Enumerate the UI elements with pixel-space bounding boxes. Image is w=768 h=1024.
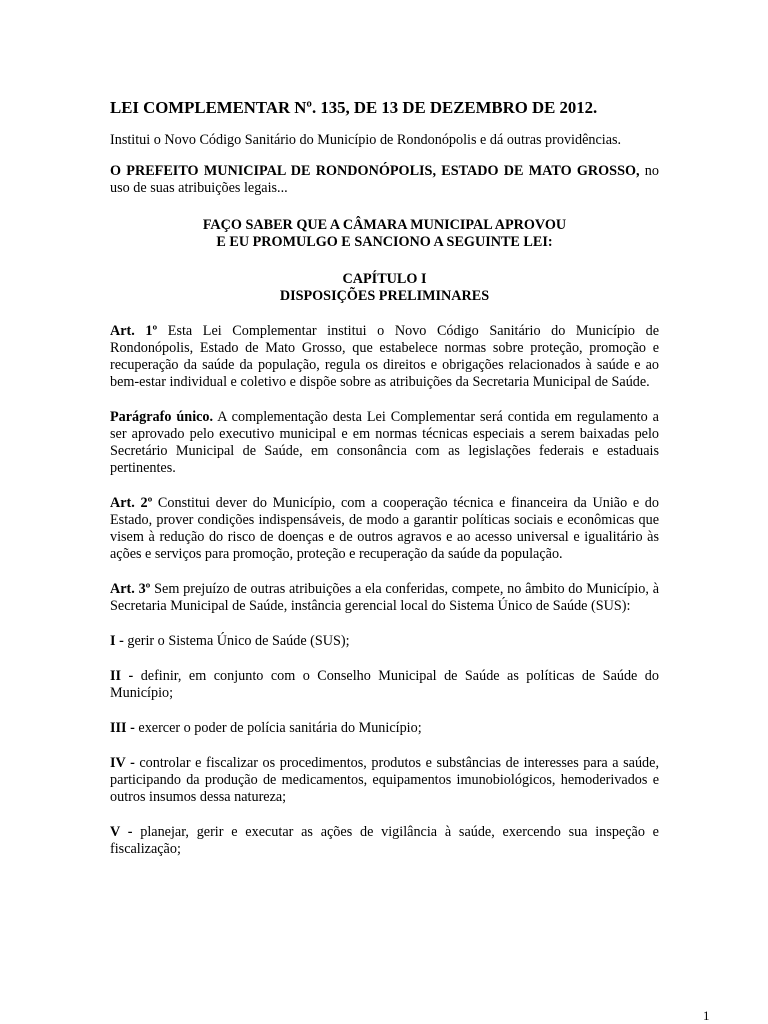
article-3-text: Sem prejuízo de outras atribuições a ela conferidas, compete, no âmbito do Município, à Secretaria Municipal de Saúde, instância gerencial local do Sistema Único de Saúde (SUS):	[110, 581, 659, 614]
paragrafo-text: A complementação desta Lei Complementar será contida em regulamento a ser aprovado pelo executivo municipal e em normas técnicas especiais a serem baixadas pelo Secretário Municipal de Saúde, em consonância com as legislações federais e estaduais pertinentes.	[110, 409, 659, 476]
item-text: controlar e fiscalizar os procedimentos, produtos e substâncias de interesses para a saúde, participando da produção de medicamentos, equipamentos imunobiológicos, hemoderivados e outros insumos dessa natureza;	[110, 755, 659, 805]
article-3	[110, 581, 659, 615]
proclamation-line-1: FAÇO SABER QUE A CÂMARA MUNICIPAL APROVOU	[202, 217, 567, 233]
paragrafo-unico	[110, 409, 659, 477]
item-text: exercer o poder de polícia sanitária do Município;	[134, 720, 422, 736]
chapter-number: CAPÍTULO I	[342, 271, 427, 287]
item-i	[110, 633, 659, 650]
article-2-label: Art. 2º	[110, 495, 153, 511]
proclamation	[110, 217, 659, 251]
preamble	[110, 163, 659, 197]
article-2-text: Constitui dever do Município, com a cooperação técnica e financeira da União e do Estado, prover condições indispensáveis, de modo a garantir políticas sociais e econômicas que visem à redução do risco de doenças e de outros agravos e ao acesso universal e igualitário às ações e serviços para promoção, proteção e recuperação da saúde da população.	[110, 495, 659, 562]
proclamation-line-2: E EU PROMULGO E SANCIONO A SEGUINTE LEI:	[216, 234, 553, 250]
preamble-bold: O PREFEITO MUNICIPAL DE RONDONÓPOLIS, ESTADO DE MATO GROSSO,	[110, 163, 640, 179]
document-page	[110, 98, 659, 858]
article-3-label: Art. 3º	[110, 581, 151, 597]
item-label: II -	[110, 668, 134, 684]
article-2	[110, 495, 659, 563]
item-iv	[110, 755, 659, 806]
article-1-text: Esta Lei Complementar institui o Novo Código Sanitário do Município de Rondonópolis, Estado de Mato Grosso, que estabelece normas sobre proteção, promoção e recuperação da saúde da população, regula os direitos e obrigações relacionados à saúde e ao bem-estar individual e coletivo e dispõe sobre as atribuições da Secretaria Municipal de Saúde.	[110, 323, 659, 390]
item-label: III -	[110, 720, 135, 736]
item-iii	[110, 720, 659, 737]
item-v	[110, 824, 659, 858]
page-number: 1	[703, 1008, 710, 1023]
item-text: planejar, gerir e executar as ações de vigilância à saúde, exercendo sua inspeção e fiscalização;	[110, 824, 659, 857]
chapter-heading	[110, 271, 659, 305]
item-text: definir, em conjunto com o Conselho Municipal de Saúde as políticas de Saúde do Município;	[110, 668, 659, 701]
law-title: LEI COMPLEMENTAR Nº. 135, DE 13 DE DEZEMBRO DE 2012.	[110, 98, 598, 117]
ementa: Institui o Novo Código Sanitário do Município de Rondonópolis e dá outras providências.	[110, 132, 622, 148]
chapter-name: DISPOSIÇÕES PRELIMINARES	[279, 288, 490, 304]
article-1	[110, 323, 659, 391]
item-label: V -	[110, 824, 133, 840]
item-label: IV -	[110, 755, 135, 771]
item-ii	[110, 668, 659, 702]
preamble-text: no uso de suas atribuições legais...	[110, 163, 659, 196]
article-1-label: Art. 1º	[110, 323, 158, 339]
paragrafo-label: Parágrafo único.	[110, 409, 214, 425]
item-label: I -	[110, 633, 124, 649]
item-text: gerir o Sistema Único de Saúde (SUS);	[123, 633, 350, 649]
